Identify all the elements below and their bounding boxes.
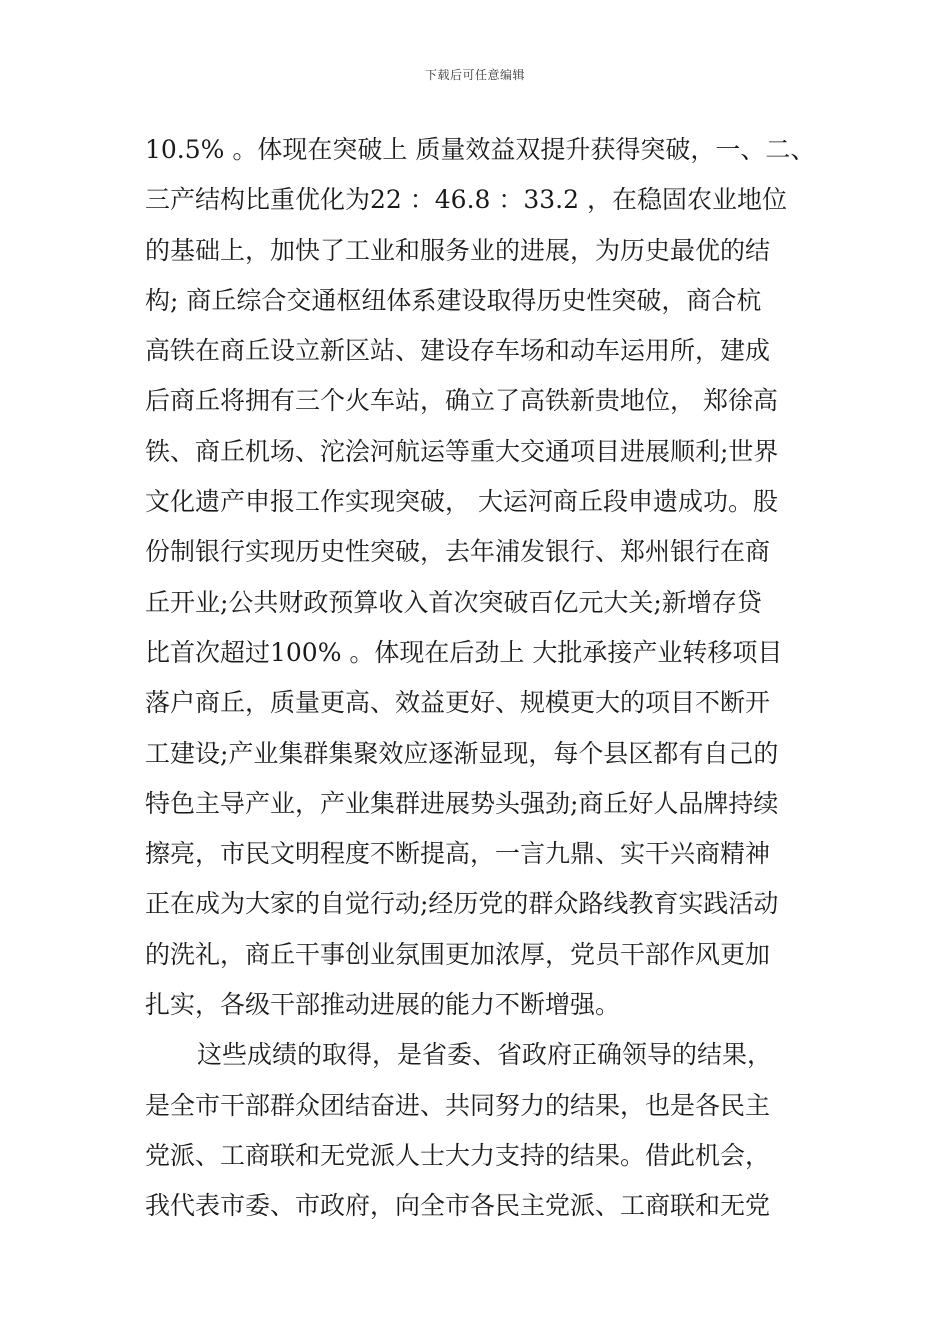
paragraph-1 (145, 125, 815, 1030)
paragraph-2 (145, 1030, 815, 1231)
text-line: 工建设;产业集群集聚效应逐渐显现，每个县区都有自己的 (145, 738, 779, 768)
page-header-note: 下载后可任意编辑 (424, 68, 525, 82)
text-line: 特色主导产业，产业集群进展势头强劲;商丘好人品牌持续 (145, 788, 779, 818)
text-line: 三产结构比重优化为22 ：46.8 ：33.2 ，在稳固农业地位 (145, 185, 787, 215)
text-line: 正在成为大家的自觉行动;经历党的群众路线教育实践活动 (145, 889, 779, 919)
text-line: 党派、工商联和无党派人士大力支持的结果。借此机会， (145, 1140, 771, 1170)
text-line: 10.5% 。体现在突破上 质量效益双提升获得突破，一、二、 (145, 135, 815, 164)
text-line: 落户商丘，质量更高、效益更好、规模更大的项目不断开 (145, 688, 771, 718)
text-line: 这些成绩的取得，是省委、省政府正确领导的结果， (197, 1040, 773, 1070)
text-line: 份制银行实现历史性突破，去年浦发银行、郑州银行在商 (145, 537, 771, 567)
document-body (145, 125, 815, 1232)
text-line: 铁、商丘机场、沱浍河航运等重大交通项目进展顺利;世界 (145, 436, 779, 466)
text-line: 擦亮，市民文明程度不断提高，一言九鼎、实干兴商精神 (145, 839, 771, 869)
text-line: 的基础上，加快了工业和服务业的进展，为历史最优的结 (145, 235, 771, 265)
text-line: 高铁在商丘设立新区站、建设存车场和动车运用所，建成 (145, 336, 771, 366)
text-line: 的洗礼，商丘干事创业氛围更加浓厚，党员干部作风更加 (145, 939, 771, 969)
text-line: 构; 商丘综合交通枢纽体系建设取得历史性突破，商合杭 (145, 285, 762, 315)
text-line: 后商丘将拥有三个火车站，确立了高铁新贵地位， 郑徐高 (145, 386, 778, 416)
text-line: 是全市干部群众团结奋进、共同努力的结果，也是各民主 (145, 1090, 771, 1120)
text-line: 扎实，各级干部推动进展的能力不断增强。 (145, 990, 621, 1020)
text-line: 丘开业;公共财政预算收入首次突破百亿元大关;新增存贷 (145, 587, 762, 617)
text-line: 文化遗产申报工作实现突破， 大运河商丘段申遗成功。股 (145, 487, 778, 517)
text-line: 我代表市委、市政府，向全市各民主党派、工商联和无党 (145, 1191, 771, 1221)
text-line: 比首次超过100% 。体现在后劲上 大批承接产业转移项目 (145, 637, 783, 667)
